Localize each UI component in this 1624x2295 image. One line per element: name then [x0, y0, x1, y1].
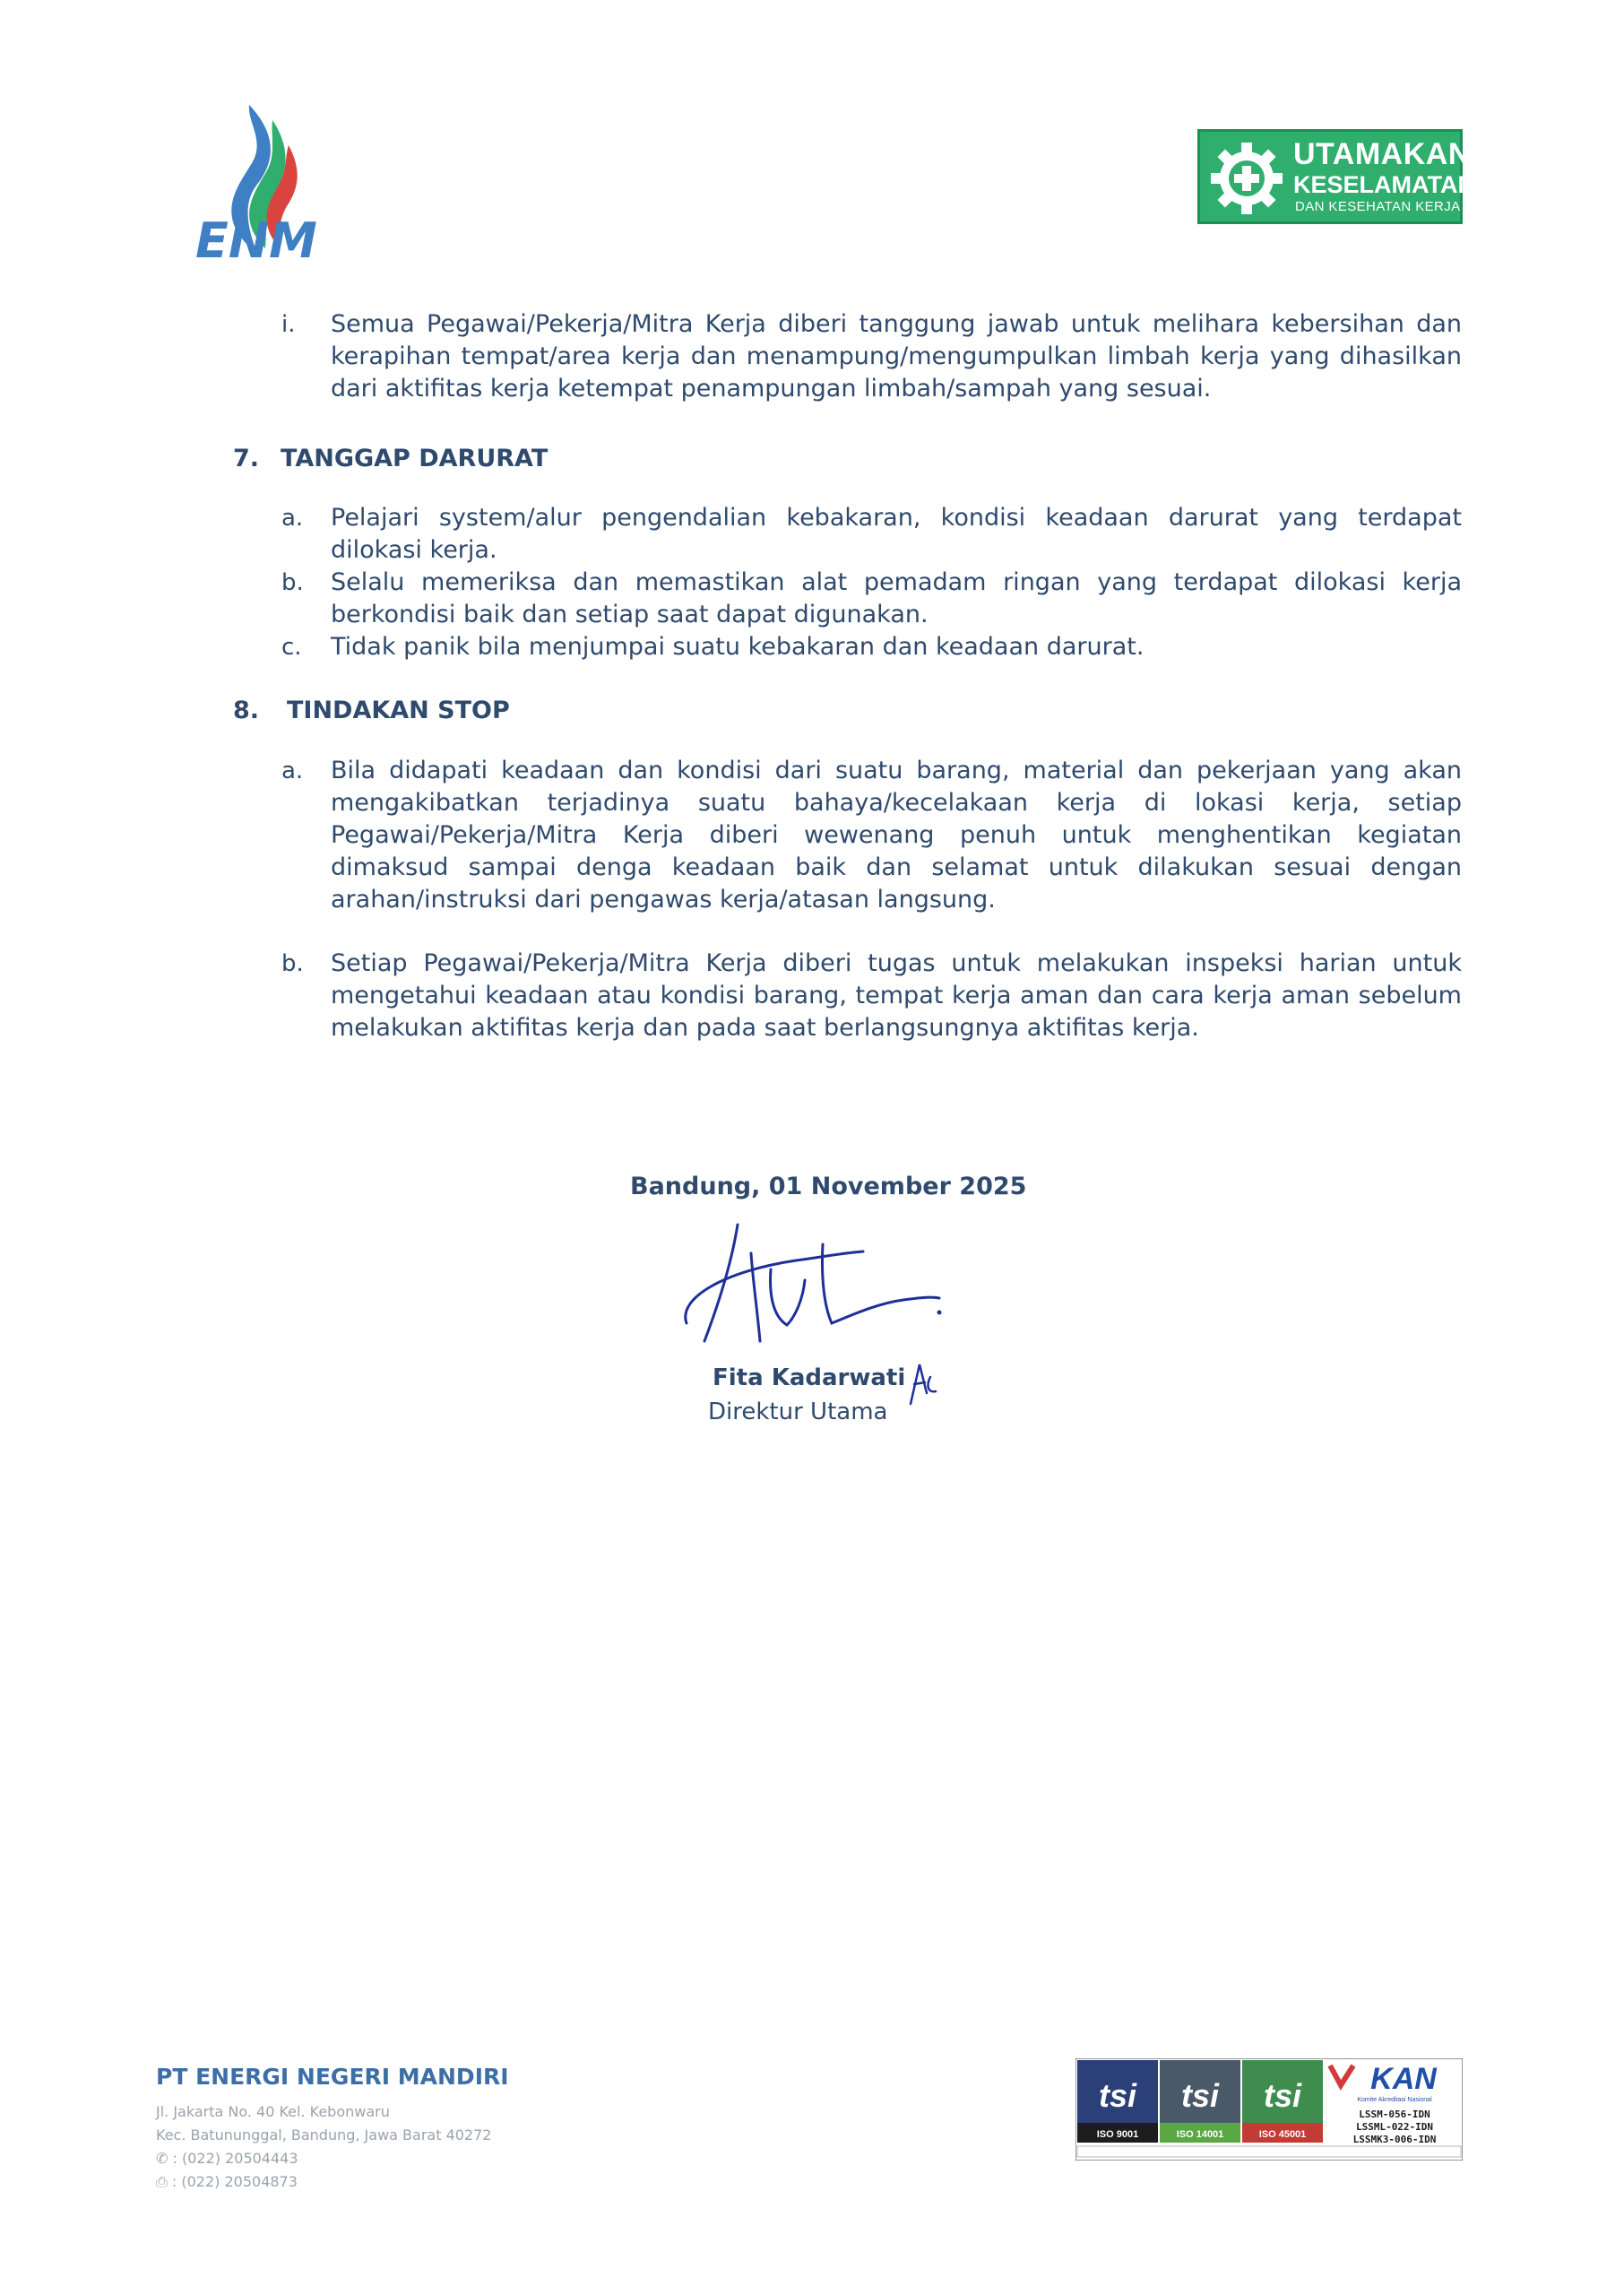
signer-name: Fita Kadarwati — [713, 1364, 906, 1391]
footer-company-name: PT ENERGI NEGERI MANDIRI — [156, 2064, 509, 2090]
section-8-number: 8. — [233, 697, 260, 724]
enm-logo — [194, 100, 346, 267]
item-marker: a. — [281, 505, 304, 532]
signer-position: Direktur Utama — [708, 1399, 888, 1425]
item-marker: i. — [281, 311, 296, 338]
badge-line2: KESELAMATAN — [1293, 171, 1475, 198]
tsi-iso9001-logo — [1077, 2060, 1158, 2143]
footer-address-line1: Jl. Jakarta No. 40 Kel. Kebonwaru — [156, 2103, 390, 2120]
tsi-iso14001-logo — [1160, 2060, 1240, 2143]
item-text: Semua Pegawai/Pekerja/Mitra Kerja diberi tanggung jawab untuk melihara kebersihan dan kerapihan tempat/area kerja dan menampung/mengumpulkan limbah kerja yang dihasilkan dari aktifitas kerja ketempat penampungan limbah/sampah yang sesuai. — [331, 310, 1462, 403]
iso-9001-label: ISO 9001 — [1096, 2129, 1139, 2140]
iso-14001-label: ISO 14001 — [1176, 2129, 1224, 2140]
kan-subtitle: Komite Akreditasi Nasional — [1357, 2097, 1432, 2103]
badge-line3: DAN KESEHATAN KERJA — [1295, 199, 1461, 214]
tsi-label: tsi — [1263, 2077, 1302, 2114]
tsi-label: tsi — [1180, 2077, 1220, 2114]
place-date: Bandung, 01 November 2025 — [630, 1173, 1027, 1200]
fax-icon: ⎙ — [156, 2173, 172, 2190]
iso-45001-label: ISO 45001 — [1258, 2129, 1307, 2140]
item-text: Setiap Pegawai/Pekerja/Mitra Kerja diberi tugas untuk melakukan inspeksi harian untuk mengetahui keadaan atau kondisi barang, tempat kerja aman dan cara kerja aman sebelum melakukan aktifitas kerja dan pada saat berlangsungnya aktifitas kerja. — [331, 949, 1462, 1042]
kan-code-1: LSSM-056-IDN — [1359, 2109, 1430, 2120]
k3-safety-badge — [1197, 129, 1475, 224]
item-text: Bila didapati keadaan dan kondisi dari suatu barang, material dan pekerjaan yang akan mengakibatkan terjadinya suatu bahaya/kecelakaan kerja di lokasi kerja, setiap Pegawai/Pekerja/Mitra Kerja diberi wewenang penuh untuk menghentikan kegiatan dimaksud sampai denga keadaan baik dan selamat untuk dilakukan sesuai dengan arahan/instruksi dari pengawas kerja/atasan langsung. — [331, 757, 1462, 914]
item-text: Selalu memeriksa dan memastikan alat pemadam ringan yang terdapat dilokasi kerja berkondisi baik dan setiap saat dapat digunakan. — [331, 568, 1462, 628]
footer-fax: ⎙ : (022) 20504873 — [156, 2173, 298, 2190]
paraf-initial — [905, 1357, 941, 1411]
kan-label: KAN — [1370, 2062, 1437, 2096]
section-7-title: TANGGAP DARURAT — [281, 445, 549, 472]
kan-code-2: LSSML-022-IDN — [1355, 2121, 1434, 2133]
item-text: Tidak panik bila menjumpai suatu kebakaran dan keadaan darurat. — [331, 633, 1145, 661]
item-marker: a. — [281, 758, 304, 784]
tsi-iso45001-logo — [1242, 2060, 1323, 2143]
item-text: Pelajari system/alur pengendalian kebakaran, kondisi keadaan darurat yang terdapat dilokasi kerja. — [331, 504, 1462, 564]
kan-code-3: LSSMK3-006-IDN — [1352, 2134, 1437, 2145]
badge-line1: UTAMAKAN — [1293, 137, 1471, 171]
safety-gear-icon — [1209, 141, 1284, 216]
item-marker: b. — [281, 569, 304, 596]
tsi-label: tsi — [1098, 2077, 1137, 2114]
footer-address-line2: Kec. Batununggal, Bandung, Jawa Barat 40272 — [156, 2126, 492, 2143]
section-8-title: TINDAKAN STOP — [287, 697, 510, 724]
certification-logos — [1075, 2058, 1463, 2161]
enm-logo-text: ENM — [195, 212, 317, 267]
phone-icon: ✆ — [156, 2150, 173, 2167]
item-marker: c. — [281, 634, 302, 661]
signature — [670, 1217, 957, 1352]
section-7-number: 7. — [233, 445, 260, 472]
footer-phone: ✆ : (022) 20504443 — [156, 2150, 298, 2167]
item-marker: b. — [281, 950, 304, 977]
